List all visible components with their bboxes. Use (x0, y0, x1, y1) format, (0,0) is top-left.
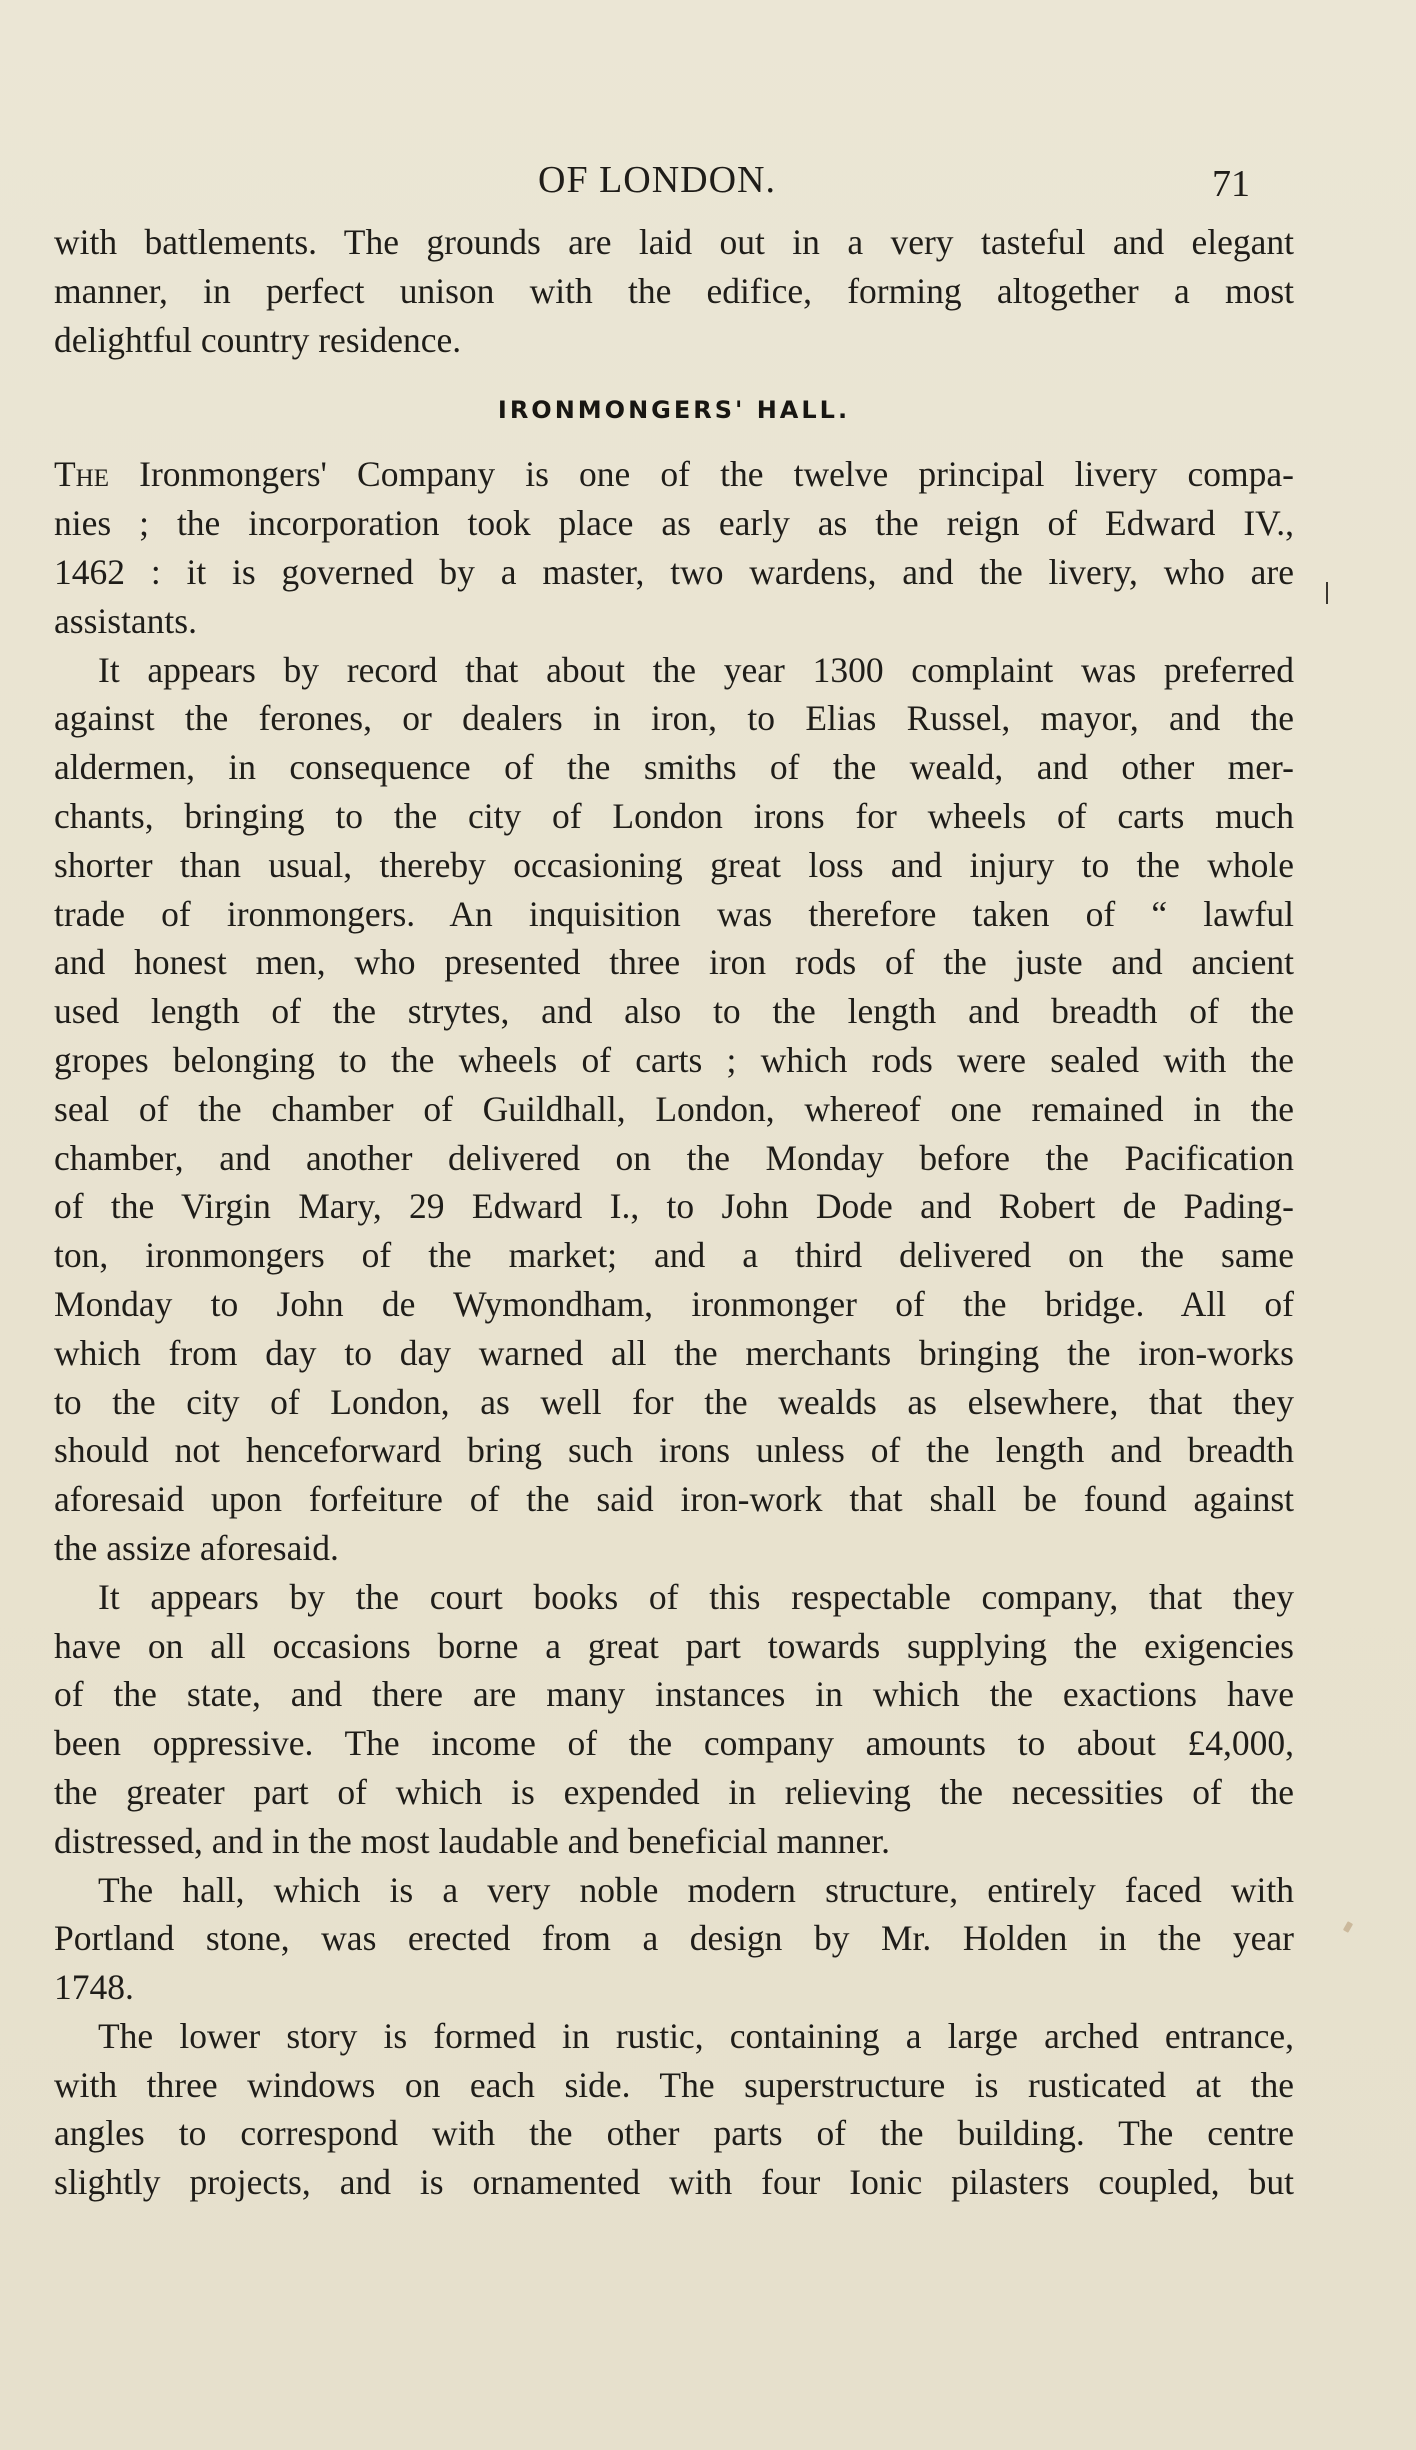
text-block (54, 218, 1294, 2207)
text-line: trade of ironmongers. An inquisition was therefore taken of “ lawful (54, 893, 1294, 934)
text-line: Monday to John de Wymondham, ironmonger of the bridge. All of (54, 1283, 1294, 1324)
text-line: manner, in perfect unison with the edifice, forming altogether a most (54, 270, 1294, 311)
text-line: aforesaid upon forfeiture of the said iron-work that shall be found against (54, 1479, 1294, 1520)
text-line: seal of the chamber of Guildhall, London, whereof one remained in the (54, 1088, 1294, 1129)
text-line: assistants. (54, 600, 197, 641)
page-number: 71 (1212, 163, 1250, 205)
drop-word: The (54, 454, 110, 495)
text-line: which from day to day warned all the merchants bringing the iron-works (54, 1332, 1294, 1373)
text-line: of the Virgin Mary, 29 Edward I., to John Dode and Robert de Pading- (54, 1186, 1294, 1227)
text-line: shorter than usual, thereby occasioning great loss and injury to the whole (54, 844, 1294, 885)
text-line: against the ferones, or dealers in iron, to Elias Russel, mayor, and the (54, 698, 1294, 739)
running-title: OF LONDON. (538, 159, 776, 201)
margin-mark (1326, 582, 1328, 604)
text-line: It appears by record that about the year 1300 complaint was preferred (98, 649, 1294, 690)
text-line: with three windows on each side. The superstructure is rusticated at the (54, 2064, 1294, 2105)
text-line: nies ; the incorporation took place as early as the reign of Edward IV., (54, 503, 1294, 544)
paper-fleck (1343, 1921, 1353, 1933)
text-line: of the state, and there are many instances in which the exactions have (54, 1674, 1294, 1715)
text-line: with battlements. The grounds are laid out in a very tasteful and elegant (54, 222, 1294, 262)
text-line: ton, ironmongers of the market; and a third delivered on the same (54, 1235, 1294, 1276)
text-fragment: Ironmongers' Company is one of the twelve principal livery compa- (139, 454, 1294, 495)
running-head (0, 158, 1416, 206)
text-line: Portland stone, was erected from a design by Mr. Holden in the year (54, 1918, 1294, 1959)
text-line: slightly projects, and is ornamented with four Ionic pilasters coupled, but (54, 2162, 1294, 2203)
section-heading: IRONMONGERS' HALL. (497, 396, 851, 425)
text-line: chamber, and another delivered on the Monday before the Pacification (54, 1137, 1294, 1178)
text-line: the assize aforesaid. (54, 1527, 339, 1568)
text-line: used length of the strytes, and also to the length and breadth of the (54, 991, 1294, 1032)
text-line: The hall, which is a very noble modern structure, entirely faced with (98, 1869, 1294, 1910)
text-line: The lower story is formed in rustic, containing a large arched entrance, (98, 2015, 1294, 2056)
text-line: aldermen, in consequence of the smiths of the weald, and other mer- (54, 747, 1294, 788)
text-line: chants, bringing to the city of London irons for wheels of carts much (54, 795, 1294, 836)
text-line: angles to correspond with the other parts of the building. The centre (54, 2113, 1294, 2154)
paragraph-first-line (54, 450, 1294, 499)
text-line: to the city of London, as well for the wealds as elsewhere, that they (54, 1381, 1294, 1422)
text-line: delightful country residence. (54, 319, 462, 360)
text-line: have on all occasions borne a great part towards supplying the exigencies (54, 1625, 1294, 1666)
text-line: distressed, and in the most laudable and beneficial manner. (54, 1820, 890, 1861)
text-line: 1462 : it is governed by a master, two wardens, and the livery, who are (54, 551, 1294, 592)
text-line: should not henceforward bring such irons unless of the length and breadth (54, 1430, 1294, 1471)
text-line: 1748. (54, 1967, 134, 2008)
text-line: and honest men, who presented three iron rods of the juste and ancient (54, 942, 1294, 983)
text-line: been oppressive. The income of the company amounts to about £4,000, (54, 1723, 1294, 1764)
text-line: the greater part of which is expended in relieving the necessities of the (54, 1771, 1294, 1812)
text-line: It appears by the court books of this respectable company, that they (98, 1576, 1294, 1617)
text-line: gropes belonging to the wheels of carts ; which rods were sealed with the (54, 1039, 1294, 1080)
